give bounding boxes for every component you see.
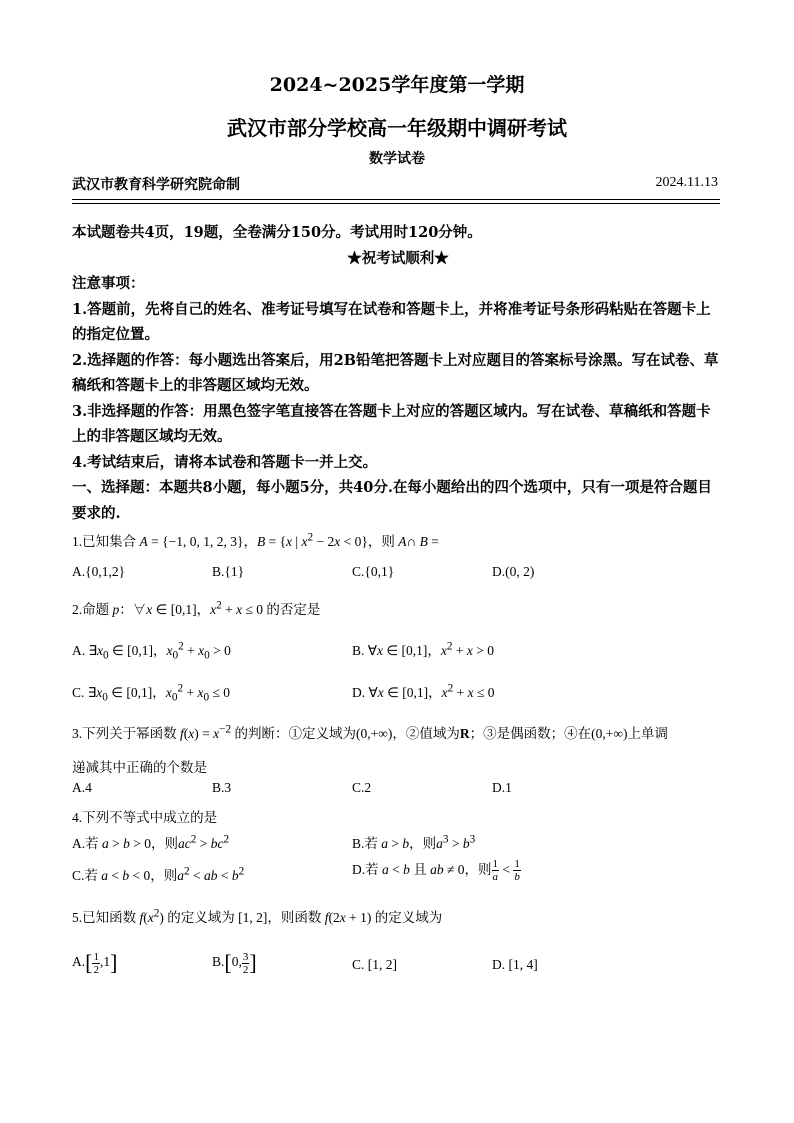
question-4-stem: 4.下列不等式中成立的是 — [72, 810, 218, 825]
question-4-option-a: A.若 a > b > 0，则$ac^2 > bc^2$ — [72, 833, 230, 851]
fraction: $\frac{1}{2}$ — [93, 950, 99, 976]
question-4-option-c: C.若 a < b < 0，则$a^2$ < ab < $b^2$ — [72, 865, 245, 883]
question-2-option-d: D. ∀x ∈ [0,1]，$x^2 + x \le 0$ — [352, 682, 495, 700]
question-1-option-d: D.(0, 2) — [492, 564, 535, 579]
question-5-option-d: D. [1, 4] — [492, 957, 538, 972]
notes-title: 注意事项： — [72, 275, 145, 292]
instructions-block — [72, 220, 724, 526]
question-5-option-b: B.[0, $\frac{3}{2}$ ] — [212, 950, 257, 976]
question-1-option-c: C.{0,1} — [352, 564, 395, 579]
section-one-heading: 一、选择题：本题共8小题，每小题5分，共40分.在每小题给出的四个选项中，只有一项是符合题目要求的. — [72, 479, 712, 522]
note-item: 4.考试结束后，请将本试卷和答题卡一并上交。 — [72, 453, 378, 471]
exam-intro: 本试题卷共4页，19题，全卷满分150分。考试用时120分钟。 — [72, 224, 482, 241]
exam-term-title: 2024~2025学年度第一学期 — [269, 74, 525, 96]
blessing: ★祝考试顺利★ — [347, 249, 449, 267]
fraction: $\frac{1}{a}$ — [492, 858, 499, 884]
question-5-stem: 5.已知函数 $f(x^2)$ 的定义域为 [1, 2]，则函数 f(2x + 1) 的定义域为 — [72, 907, 443, 925]
question-5-option-a: A.[ $\frac{1}{2}$ ,1] — [72, 950, 118, 976]
question-5-option-c: C. [1, 2] — [352, 957, 397, 972]
question-2-option-a: A. $\exists x_0$ ∈ [0,1]，$x_0^2 + x_0 > 0$ — [72, 640, 231, 662]
question-4-option-b: B.若 a > b，则$a^3 > b^3$ — [352, 833, 476, 851]
question-1-option-b: B.{1} — [212, 564, 245, 579]
question-1-option-a: A.{0,1,2} — [72, 564, 126, 579]
question-3-option-a: A.4 — [72, 780, 92, 795]
header-divider-thick — [72, 199, 720, 200]
note-item: 3.非选择题的作答：用黑色签字笔直接答在答题卡上对应的答题区域内。写在试卷、草稿纸和答题卡上的非答题区域均无效。 — [72, 402, 711, 445]
question-3-stem-line-2: 递减其中正确的个数是 — [72, 760, 207, 775]
header-divider-thin — [72, 203, 720, 204]
question-3-option-d: D.1 — [492, 780, 512, 795]
note-item: 2.选择题的作答：每小题选出答案后，用2B铅笔把答题卡上对应题目的答案标号涂黑。写在试卷、草稿纸和答题卡上的非答题区域均无效。 — [72, 351, 719, 394]
question-2-option-c: C. $\exists x_0$ ∈ [0,1]，$x_0^2 + x_0 \le 0$ — [72, 682, 230, 704]
question-3-option-b: B.3 — [212, 780, 232, 795]
exam-title: 武汉市部分学校高一年级期中调研考试 — [227, 116, 567, 140]
note-item: 1.答题前，先将自己的姓名、准考证号填写在试卷和答题卡上，并将准考证号条形码粘贴在答题卡上的指定位置。 — [72, 300, 711, 343]
question-3-stem: 3.下列关于幂函数 $f(x) = x^{-2}$ 的判断：①定义域为(0,+∞)，②值域为R；③是偶函数；④在(0,+∞)上单调 — [72, 723, 668, 741]
question-1-stem: 1.已知集合 A = {−1, 0, 1, 2, 3}，B = {x | $x^2 - 2x < 0$}，则 A∩ B = — [72, 531, 439, 549]
question-2-stem: 2.命题 p：∀x ∈ [0,1]，$x^2 + x \le 0$ 的否定是 — [72, 599, 321, 617]
fraction: $\frac{3}{2}$ — [242, 950, 249, 976]
question-4-option-d: D.若 a < b 且 ab ≠ 0，则 $\frac{1}{a}$ < $\frac{1}{b}$ — [352, 858, 520, 884]
question-2-option-b: B. ∀x ∈ [0,1]，$x^2 + x > 0$ — [352, 640, 495, 658]
exam-maker: 武汉市教育科学研究院命制 — [72, 177, 240, 193]
question-3-option-c: C.2 — [352, 780, 372, 795]
subject-title: 数学试卷 — [369, 151, 425, 167]
exam-date: 2024.11.13 — [655, 175, 718, 190]
fraction: $\frac{1}{b}$ — [514, 858, 520, 884]
